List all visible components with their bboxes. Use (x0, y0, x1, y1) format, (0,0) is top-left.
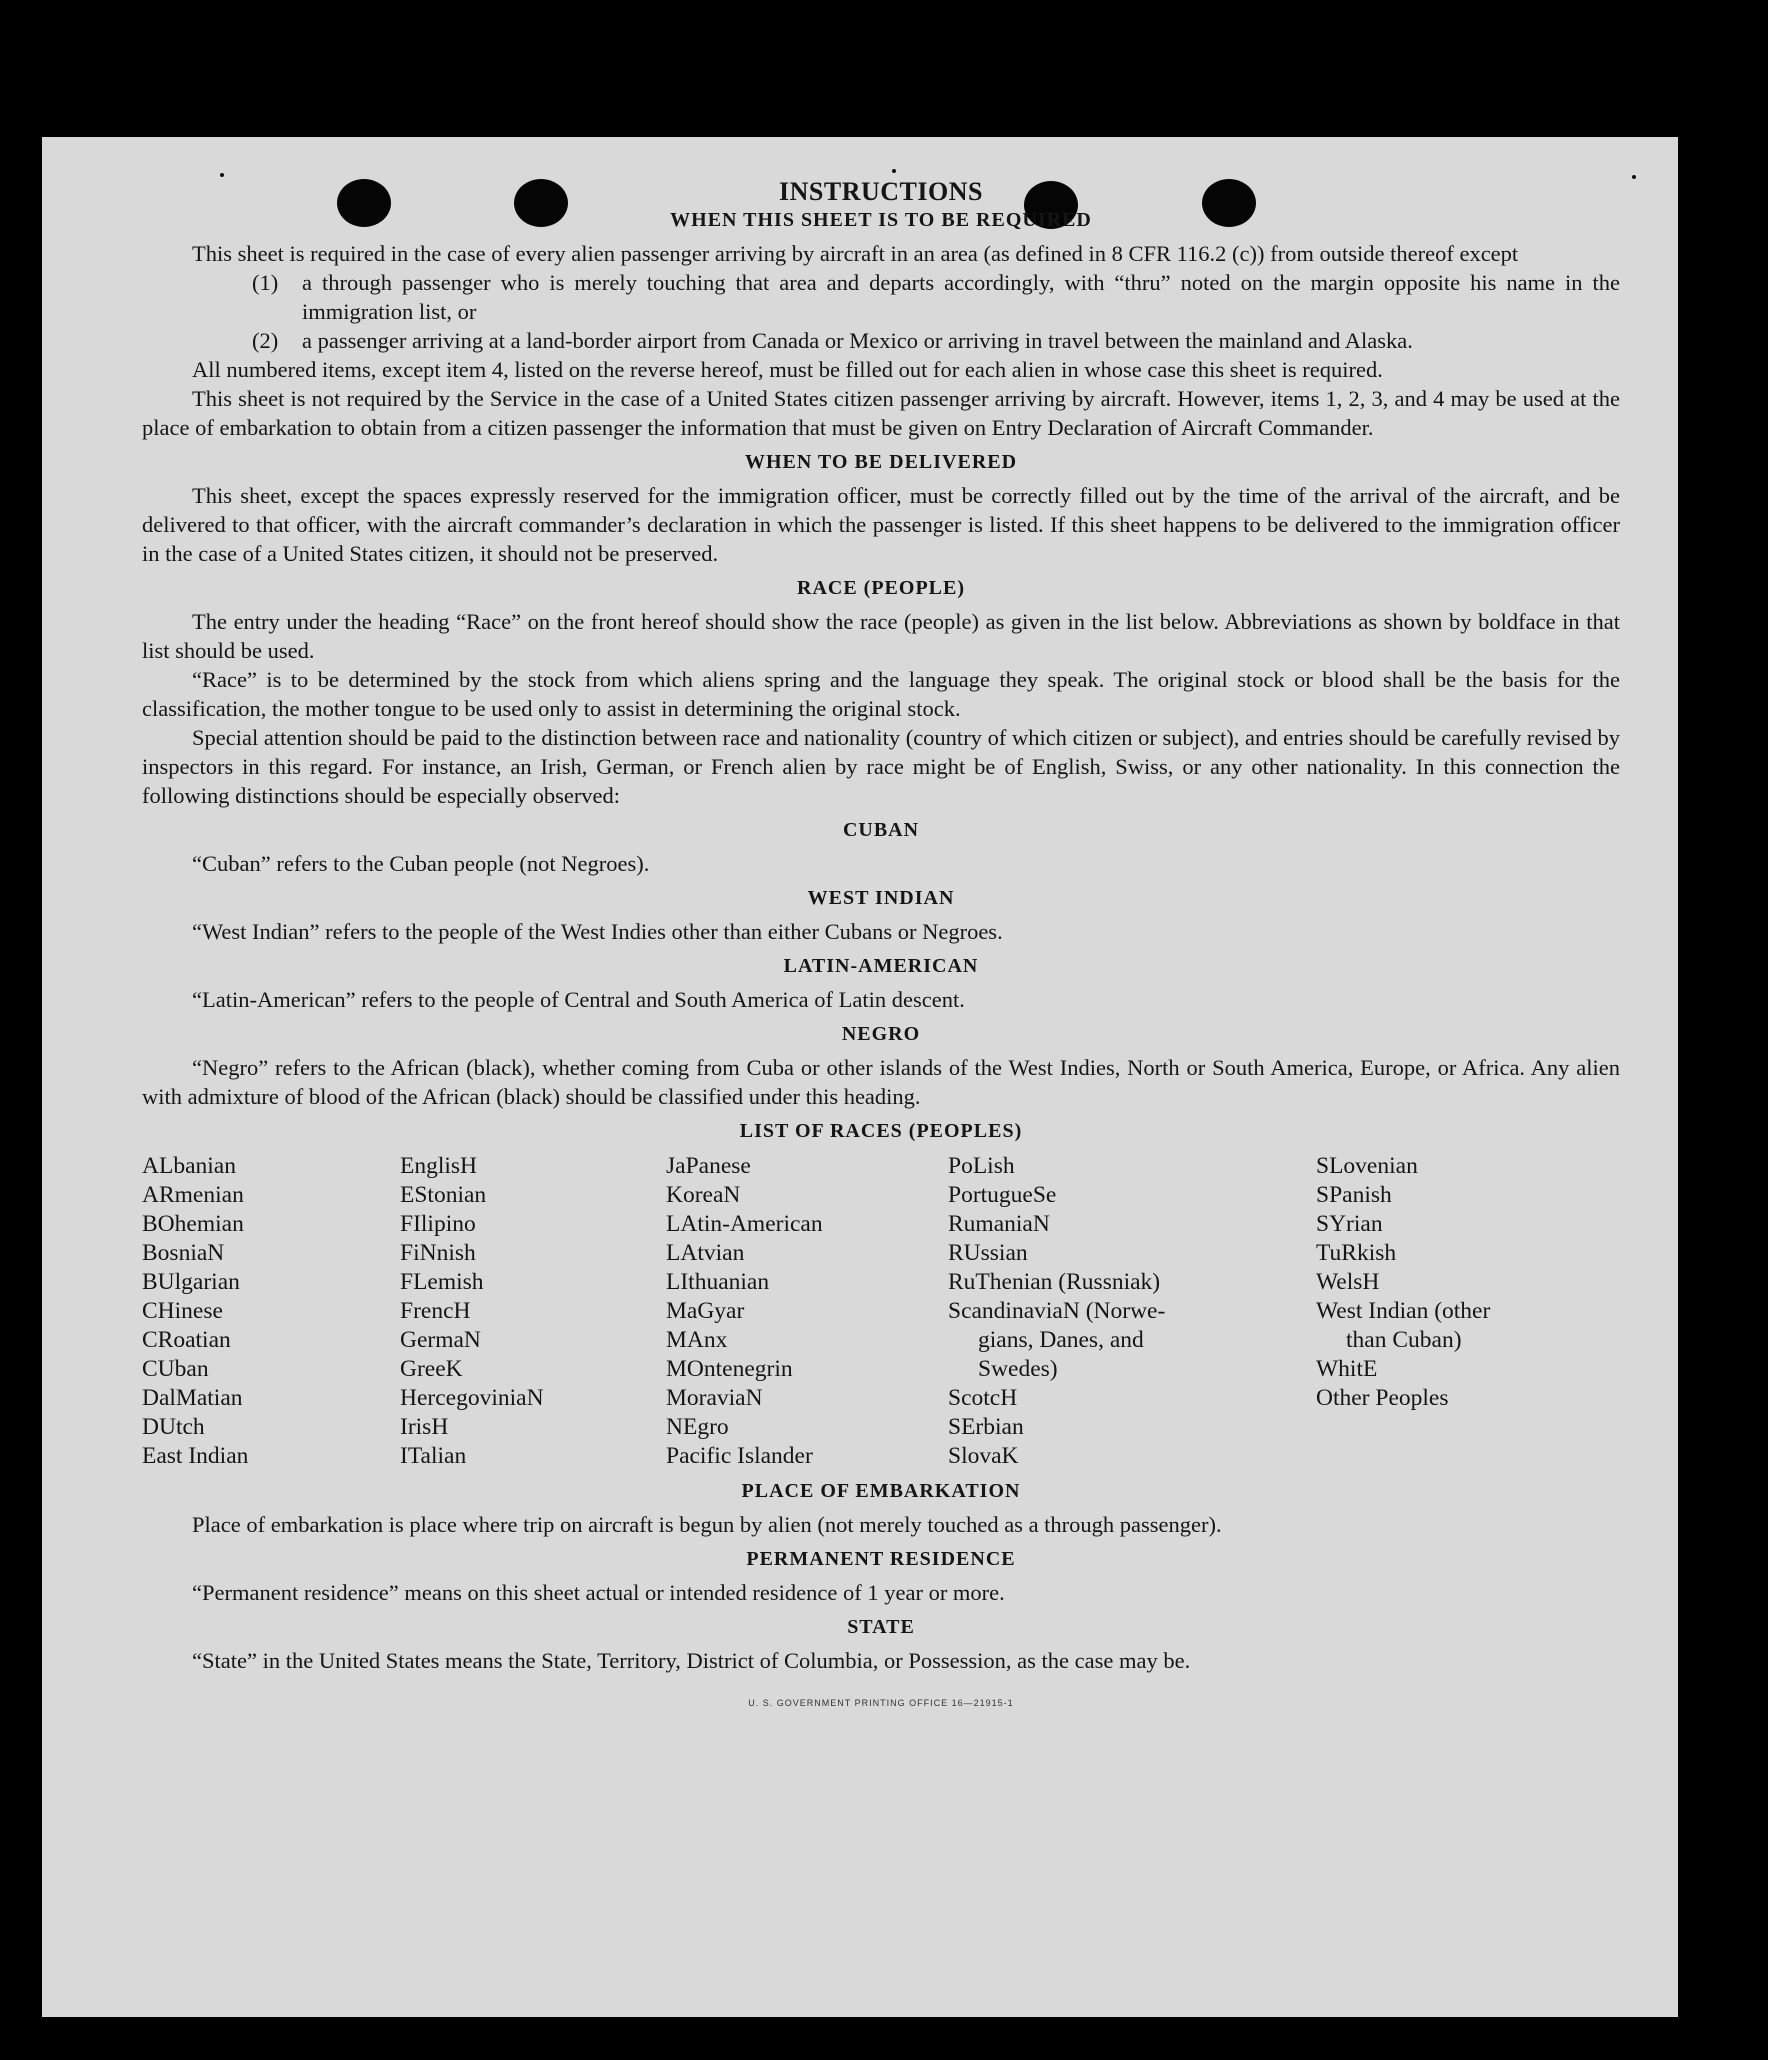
race-entry: LAtvian (666, 1240, 745, 1266)
race-entry: HercegoviniaN (400, 1385, 544, 1411)
race-entry: DalMatian (142, 1385, 243, 1411)
race-entry: MoraviaN (666, 1385, 763, 1411)
race-entry: IrisH (400, 1414, 449, 1440)
paragraph-state: “State” in the United States means the State, Territory, District of Columbia, or Possession, as the case may be. (192, 1648, 1191, 1673)
race-entry: JaPanese (666, 1153, 751, 1179)
race-entry: PortugueSe (948, 1182, 1057, 1208)
document-sheet (42, 137, 1678, 2017)
race-entry: TuRkish (1316, 1240, 1397, 1266)
heading-delivered: WHEN TO BE DELIVERED (744, 451, 1018, 473)
race-entry: LIthuanian (666, 1269, 770, 1295)
race-entry: CHinese (142, 1298, 223, 1324)
race-entry: ScotcH (948, 1385, 1018, 1411)
definition-latin-american: “Latin-American” refers to the people of Central and South America of Latin descent. (192, 987, 965, 1012)
item-text: a through passenger who is merely touching that area and departs accordingly, with “thru” noted on the margin opposite his name in the immigration list, or (302, 270, 1620, 324)
races-column-4 (948, 1152, 1316, 1471)
races-column-5 (1316, 1152, 1546, 1471)
heading-residence: PERMANENT RESIDENCE (746, 1548, 1016, 1570)
race-entry: GermaN (400, 1327, 481, 1353)
page-title: INSTRUCTIONS (779, 177, 983, 206)
paragraph-race-1: The entry under the heading “Race” on the front hereof should show the race (people) as given in the list below. Abbreviations as shown by boldface in that list should be used. (142, 609, 1620, 663)
race-entry: East Indian (142, 1443, 249, 1469)
race-entry: EStonian (400, 1182, 487, 1208)
race-entry: gians, Danes, and (978, 1327, 1144, 1353)
race-entry: WhitE (1316, 1356, 1378, 1382)
race-entry: ITalian (400, 1443, 467, 1469)
race-entry: CUban (142, 1356, 209, 1382)
race-entry: FLemish (400, 1269, 484, 1295)
races-column-2 (400, 1152, 666, 1471)
printer-imprint: U. S. GOVERNMENT PRINTING OFFICE 16—21915-1 (748, 1698, 1014, 1708)
race-entry: SLovenian (1316, 1153, 1418, 1179)
race-entry: MaGyar (666, 1298, 745, 1324)
heading-list-of-races: LIST OF RACES (PEOPLES) (739, 1120, 1023, 1142)
race-entry: DUtch (142, 1414, 205, 1440)
paragraph-numbered-items: All numbered items, except item 4, listed on the reverse hereof, must be filled out for each alien in whose case this sheet is required. (192, 357, 1383, 382)
race-entry: ALbanian (142, 1153, 236, 1179)
paragraph-citizen: This sheet is not required by the Service in the case of a United States citizen passenger arriving by aircraft. However, items 1, 2, 3, and 4 may be used at the place of embarkation to obtain from a citizen passenger the information that must be given on Entry Declaration of Aircraft Commander. (142, 386, 1620, 440)
definition-negro: “Negro” refers to the African (black), whether coming from Cuba or other islands of the West Indies, North or South America, Europe, or Africa. Any alien with admixture of blood of the African (black) should be classified under this heading. (142, 1055, 1620, 1109)
race-entry: BUlgarian (142, 1269, 240, 1295)
heading-required: WHEN THIS SHEET IS TO BE REQUIRED (670, 209, 1092, 231)
race-entry: FiNnish (400, 1240, 476, 1266)
race-entry: BosniaN (142, 1240, 225, 1266)
race-entry: than Cuban) (1346, 1327, 1462, 1353)
race-entry: MOntenegrin (666, 1356, 793, 1382)
item-number: (2) (252, 328, 279, 353)
paragraph-race-3: Special attention should be paid to the distinction between race and nationality (country of which citizen or subject), and entries should be carefully revised by inspectors in this regard. For instance, an Irish, German, or French alien by race might be of English, Swiss, or any other nationality. In this connection the following distinctions should be especially observed: (142, 725, 1620, 808)
race-entry: SYrian (1316, 1211, 1383, 1237)
heading-embarkation: PLACE OF EMBARKATION (741, 1480, 1021, 1502)
paragraph-delivered: This sheet, except the spaces expressly reserved for the immigration officer, must be correctly filled out by the time of the arrival of the aircraft, and be delivered to that officer, with the aircraft commander’s declaration in which the passenger is listed. If this sheet happens to be delivered to the immigration officer in the case of a United States citizen, it should not be preserved. (142, 483, 1620, 566)
definition-west-indian: “West Indian” refers to the people of the West Indies other than either Cubans or Negroes. (192, 919, 1003, 944)
race-entry: WelsH (1316, 1269, 1380, 1295)
heading-latin-american: LATIN-AMERICAN (783, 955, 979, 977)
exception-item-2 (252, 326, 1620, 355)
race-entry: FrencH (400, 1298, 471, 1324)
exception-item-1 (252, 268, 1620, 326)
race-entry: ScandinaviaN (Norwe- (948, 1298, 1166, 1324)
race-entry: RUssian (948, 1240, 1028, 1266)
race-entry: LAtin-American (666, 1211, 823, 1237)
definition-cuban: “Cuban” refers to the Cuban people (not Negroes). (192, 851, 650, 876)
races-column-1 (142, 1152, 400, 1471)
race-entry: Swedes) (978, 1356, 1058, 1382)
heading-west-indian: WEST INDIAN (807, 887, 955, 909)
race-entry: Other Peoples (1316, 1385, 1449, 1411)
paragraph-required-intro: This sheet is required in the case of every alien passenger arriving by aircraft in an area (as defined in 8 CFR 116.2 (c)) from outside thereof except (192, 241, 1519, 266)
race-entry: KoreaN (666, 1182, 741, 1208)
race-entry: CRoatian (142, 1327, 231, 1353)
race-entry: PoLish (948, 1153, 1015, 1179)
race-entry: NEgro (666, 1414, 729, 1440)
race-entry: RumaniaN (948, 1211, 1050, 1237)
heading-negro: NEGRO (841, 1023, 921, 1045)
race-entry: RuThenian (Russniak) (948, 1269, 1161, 1295)
paragraph-race-2: “Race” is to be determined by the stock from which aliens spring and the language they speak. The original stock or blood shall be the basis for the classification, the mother tongue to be used only to assist in determining the original stock. (142, 667, 1620, 721)
paragraph-residence: “Permanent residence” means on this sheet actual or intended residence of 1 year or more. (192, 1580, 1005, 1605)
race-entry: SPanish (1316, 1182, 1392, 1208)
heading-state: STATE (847, 1616, 915, 1638)
race-entry: FIlipino (400, 1211, 476, 1237)
instructions-content (142, 177, 1620, 1718)
races-column-3 (666, 1152, 948, 1471)
race-entry: GreeK (400, 1356, 463, 1382)
race-entry: SlovaK (948, 1443, 1019, 1469)
race-entry: SErbian (948, 1414, 1024, 1440)
race-entry: West Indian (other (1316, 1298, 1491, 1324)
race-entry: Pacific Islander (666, 1443, 813, 1469)
heading-cuban: CUBAN (842, 819, 920, 841)
paragraph-embarkation: Place of embarkation is place where trip on aircraft is begun by alien (not merely touched as a through passenger). (192, 1512, 1222, 1537)
race-entry: EnglisH (400, 1153, 478, 1179)
item-text: a passenger arriving at a land-border airport from Canada or Mexico or arriving in travel between the mainland and Alaska. (302, 328, 1413, 353)
race-entry: MAnx (666, 1327, 728, 1353)
heading-race: RACE (PEOPLE) (797, 577, 965, 599)
item-number: (1) (252, 270, 279, 295)
race-entry: BOhemian (142, 1211, 244, 1237)
races-list (142, 1152, 1620, 1471)
race-entry: ARmenian (142, 1182, 244, 1208)
